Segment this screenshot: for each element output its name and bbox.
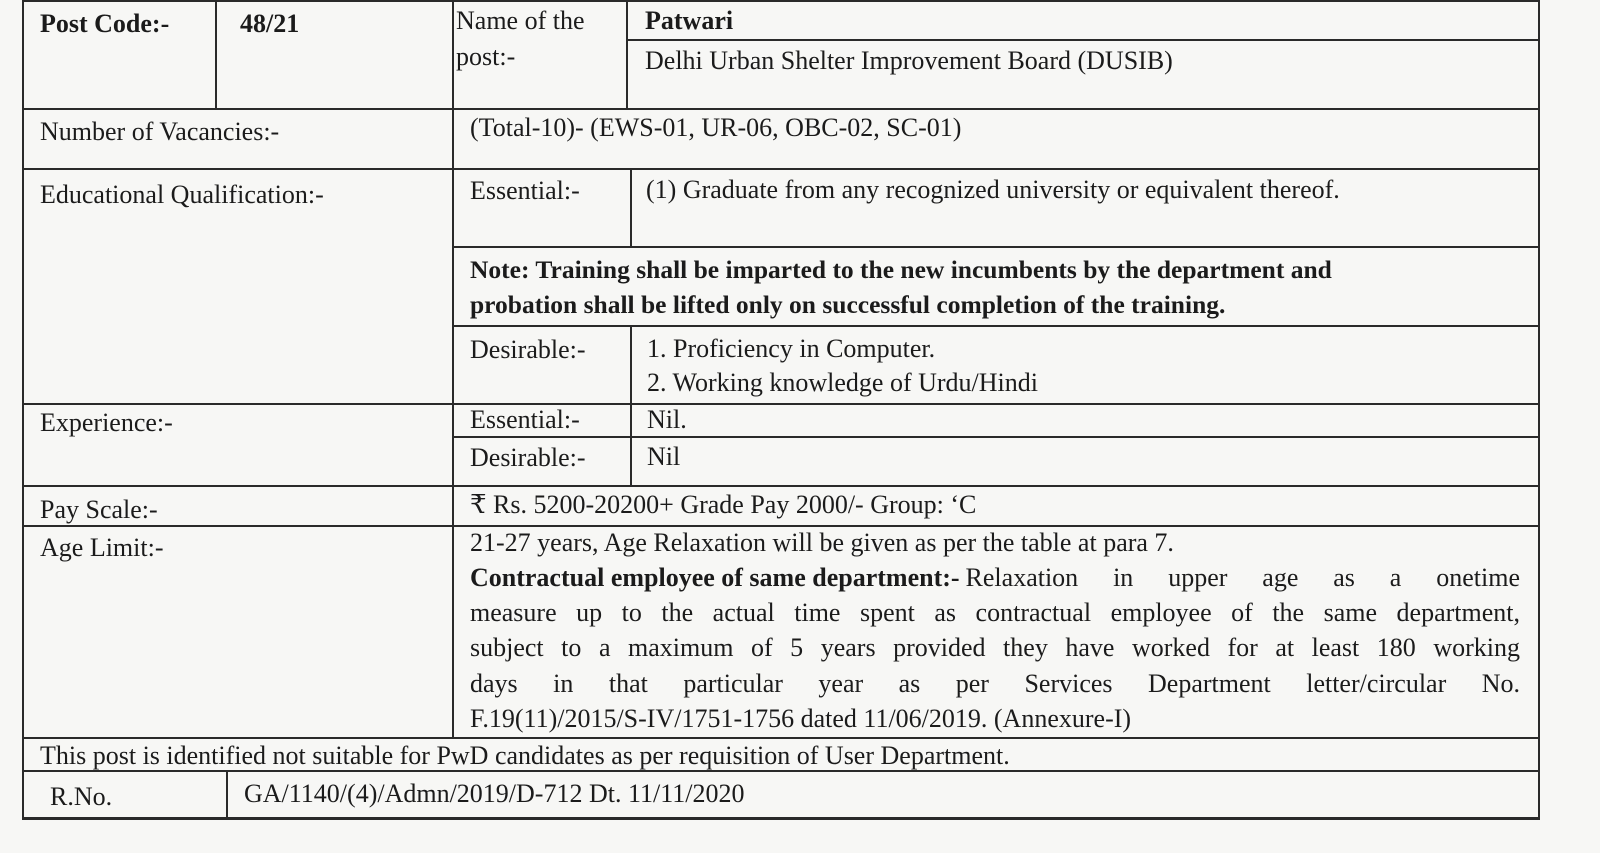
department-name: Delhi Urban Shelter Improvement Board (DUSIB): [645, 46, 1173, 75]
pay-scale-value: ₹ Rs. 5200-20200+ Grade Pay 2000/- Group: ‘C: [470, 490, 977, 519]
contractual-heading: Contractual employee of same department:-: [470, 563, 960, 592]
pay-scale-label: Pay Scale:-: [40, 495, 158, 524]
pwd-note: This post is identified not suitable for PwD candidates as per requisition of User Department.: [40, 741, 1010, 770]
education-essential-label: Essential:-: [470, 176, 580, 205]
age-limit-line5: days in that particular year as per Services Department letter/circular No.: [470, 669, 1520, 698]
experience-desirable-value: Nil: [647, 442, 681, 471]
post-code-label: Post Code:-: [40, 9, 170, 38]
experience-desirable-label: Desirable:-: [470, 443, 586, 472]
vacancies-value: (Total-10)- (EWS-01, UR-06, OBC-02, SC-01): [470, 113, 962, 142]
age-limit-line2: [470, 563, 1520, 593]
vacancies-label: Number of Vacancies:-: [40, 117, 280, 146]
education-note-line1: Note: Training shall be imparted to the new incumbents by the department and: [470, 255, 1332, 284]
education-desirable-item1: 1. Proficiency in Computer.: [647, 334, 936, 363]
education-essential-value: (1) Graduate from any recognized university or equivalent thereof.: [646, 175, 1340, 204]
post-code-value: 48/21: [240, 9, 300, 38]
age-limit-line4: subject to a maximum of 5 years provided they have worked for at least 180 working: [470, 633, 1520, 662]
name-of-post-label-line2: post:-: [456, 42, 516, 71]
rno-label: R.No.: [50, 782, 113, 811]
age-limit-line3: measure up to the actual time spent as contractual employee of the same department,: [470, 598, 1520, 627]
rno-value: GA/1140/(4)/Admn/2019/D-712 Dt. 11/11/2020: [244, 779, 745, 808]
experience-label: Experience:-: [40, 408, 173, 437]
age-limit-line1: 21-27 years, Age Relaxation will be given as per the table at para 7.: [470, 528, 1174, 557]
contractual-text-first: Relaxation in upper age as a onetime: [965, 563, 1520, 592]
education-desirable-label: Desirable:-: [470, 335, 586, 364]
age-limit-label: Age Limit:-: [40, 533, 164, 562]
education-desirable-item2: 2. Working knowledge of Urdu/Hindi: [647, 368, 1038, 397]
age-limit-line6: F.19(11)/2015/S-IV/1751-1756 dated 11/06/2019. (Annexure-I): [470, 704, 1132, 733]
name-of-post-label-line1: Name of the: [456, 6, 585, 35]
experience-essential-label: Essential:-: [470, 405, 580, 434]
education-label: Educational Qualification:-: [40, 180, 324, 209]
post-name: Patwari: [645, 6, 734, 35]
education-note-line2: probation shall be lifted only on successful completion of the training.: [470, 290, 1226, 319]
experience-essential-value: Nil.: [647, 405, 687, 434]
